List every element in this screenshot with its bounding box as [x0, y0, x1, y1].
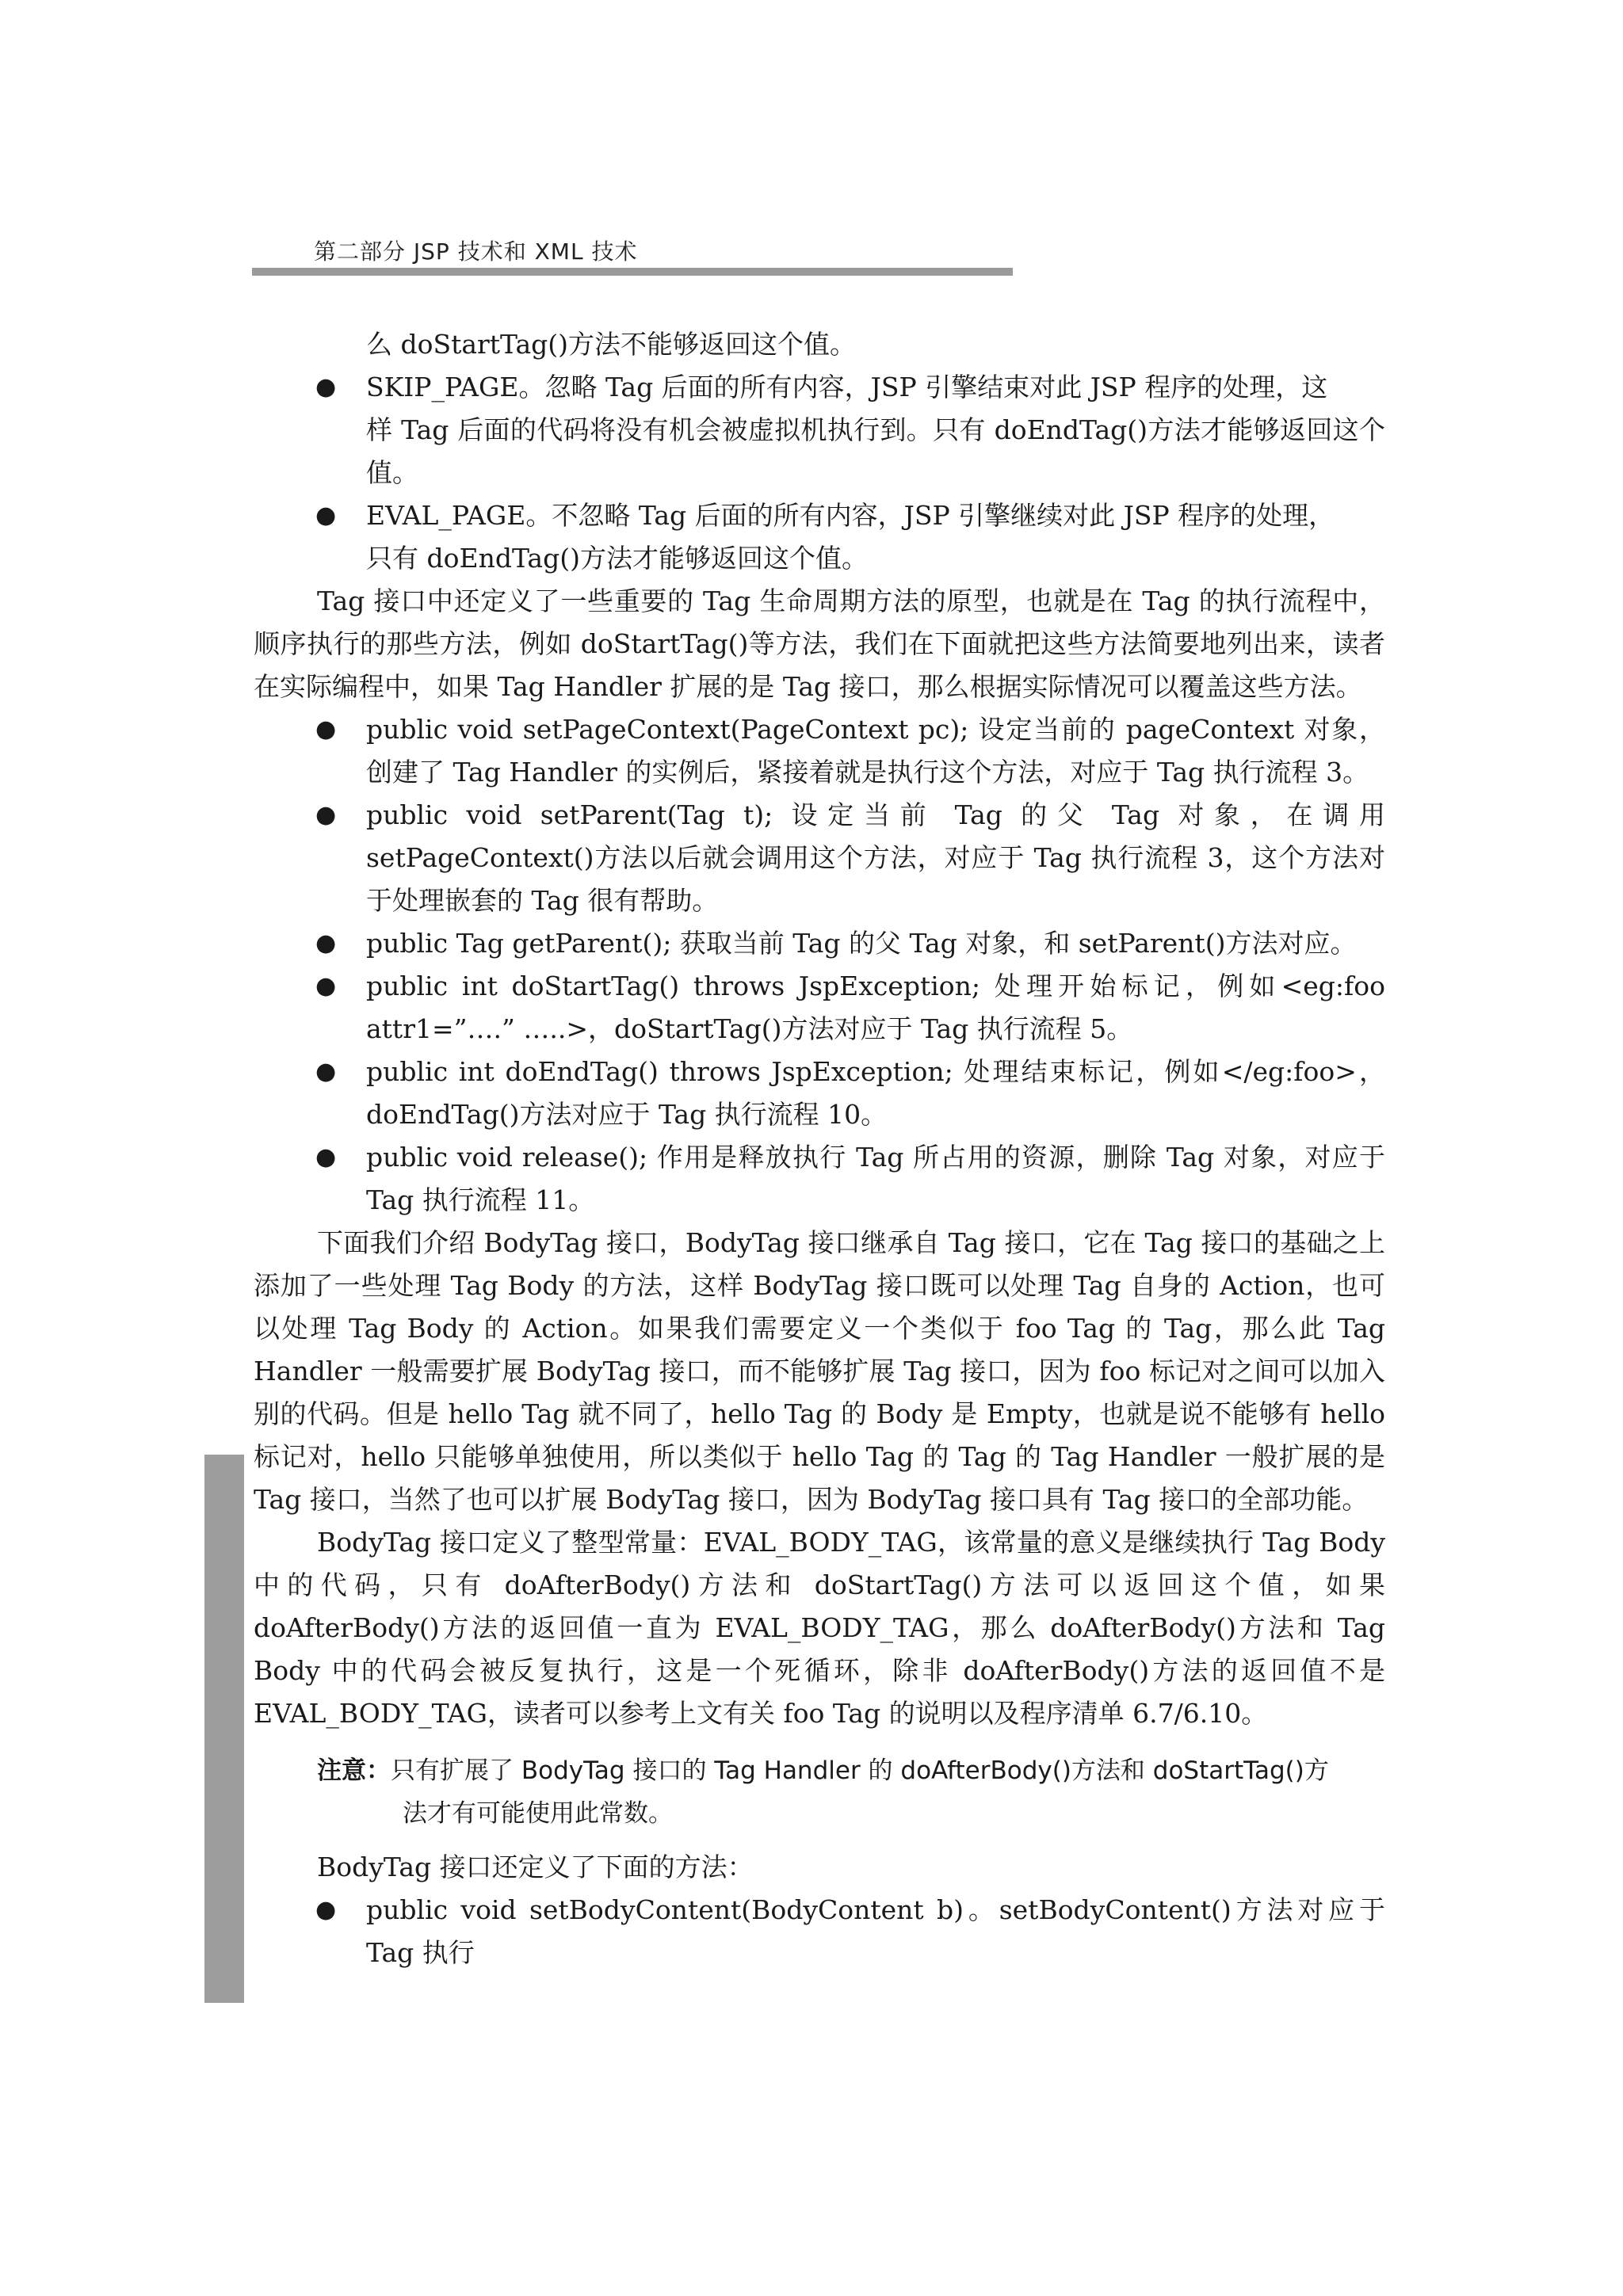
paragraph-methods: BodyTag 接口还定义了下面的方法：	[317, 1852, 754, 1882]
list-item-text: public int doStartTag() throws JspException; 处理开始标记，例如<eg:foo attr1=”….” …..>，doStartTag()方法对应于 Tag 执行流程 5。	[366, 971, 1385, 1044]
list-item-text: public void release(); 作用是释放执行 Tag 所占用的资源，删除 Tag 对象，对应于 Tag 执行流程 11。	[366, 1142, 1385, 1215]
bullet-icon: ●	[315, 715, 337, 743]
continued-line: 么 doStartTag()方法不能够返回这个值。	[366, 329, 857, 360]
bullet-icon: ●	[315, 801, 337, 829]
paragraph-eval-body-tag: BodyTag 接口定义了整型常量：EVAL_BODY_TAG，该常量的意义是继续执行 Tag Body 中的代码，只有 doAfterBody()方法和 doStartTag()方法可以返回这个值，如果 doAfterBody()方法的返回值一直为 EVAL_BODY_TAG，那么 doAfterBody()方法和 Tag Body 中的代码会被反复执行，这是一个死循环，除非 doAfterBody()方法的返回值不是 EVAL_BODY_TAG，读者可以参考上文有关 foo Tag 的说明以及程序清单 6.7/6.10。	[254, 1527, 1385, 1729]
list-item-text: public Tag getParent(); 获取当前 Tag 的父 Tag 对象，和 setParent()方法对应。	[366, 928, 1357, 959]
paragraph-tag-interface: Tag 接口中还定义了一些重要的 Tag 生命周期方法的原型，也就是在 Tag 的执行流程中，顺序执行的那些方法，例如 doStartTag()等方法，我们在下面就把这些方法简要地列出来，读者在实际编程中，如果 Tag Handler 扩展的是 Tag 接口，那么根据实际情况可以覆盖这些方法。	[254, 585, 1385, 702]
list-item-text: SKIP_PAGE。忽略 Tag 后面的所有内容，JSP 引擎结束对此 JSP 程序的处理，这	[366, 372, 1328, 402]
side-margin-bar	[204, 1455, 244, 2003]
list-item-text-cont: 只有 doEndTag()方法才能够返回这个值。	[366, 543, 868, 574]
note-box	[254, 1749, 1385, 1835]
list-item-text: public void setBodyContent(BodyContent b)。setBodyContent()方法对应于 Tag 执行	[366, 1894, 1385, 1968]
bullet-icon: ●	[315, 1058, 337, 1085]
list-item	[254, 965, 1385, 1051]
list-item	[254, 794, 1385, 922]
bullet-icon: ●	[315, 1896, 337, 1924]
paragraph-bodytag: 下面我们介绍 BodyTag 接口，BodyTag 接口继承自 Tag 接口，它在 Tag 接口的基础之上添加了一些处理 Tag Body 的方法，这样 BodyTag 接口既可以处理 Tag 自身的 Action，也可以处理 Tag Body 的 Action。如果我们需要定义一个类似于 foo Tag 的 Tag，那么此 Tag Handler 一般需要扩展 BodyTag 接口，而不能够扩展 Tag 接口，因为 foo 标记对之间可以加入别的代码。但是 hello Tag 就不同了，hello Tag 的 Body 是 Empty，也就是说不能够有 hello 标记对，hello 只能够单独使用，所以类似于 hello Tag 的 Tag 的 Tag Handler 一般扩展的是 Tag 接口，当然了也可以扩展 BodyTag 接口，因为 BodyTag 接口具有 Tag 接口的全部功能。	[254, 1227, 1385, 1515]
list-item-text: public void setParent(Tag t); 设定当前 Tag 的父 Tag 对象，在调用 setPageContext()方法以后就会调用这个方法，对应于 Tag 执行流程 3，这个方法对于处理嵌套的 Tag 很有帮助。	[366, 799, 1385, 916]
list-item	[254, 1136, 1385, 1222]
list-item	[254, 922, 1385, 965]
list-item	[254, 708, 1385, 794]
list-item	[254, 494, 1385, 580]
list-item-text-cont: 样 Tag 后面的代码将没有机会被虚拟机执行到。只有 doEndTag()方法才能够返回这个值。	[366, 414, 1385, 488]
note-label: 注意：	[317, 1756, 391, 1785]
list-item	[254, 1051, 1385, 1136]
running-header: 第二部分 JSP 技术和 XML 技术	[314, 238, 638, 265]
list-item	[254, 366, 1385, 494]
note-text: 只有扩展了 BodyTag 接口的 Tag Handler 的 doAfterBody()方法和 doStartTag()方	[391, 1756, 1329, 1785]
bullet-icon: ●	[315, 1143, 337, 1171]
list-item-text: public int doEndTag() throws JspException; 处理结束标记，例如</eg:foo>，doEndTag()方法对应于 Tag 执行流程 10。	[366, 1056, 1385, 1130]
bullet-icon: ●	[315, 373, 337, 401]
note-text-cont: 法才有可能使用此常数。	[403, 1799, 673, 1828]
list-item	[254, 1889, 1385, 1974]
bullet-icon: ●	[315, 502, 337, 529]
bullet-icon: ●	[315, 972, 337, 1000]
list-item-text: EVAL_PAGE。不忽略 Tag 后面的所有内容，JSP 引擎继续对此 JSP 程序的处理，	[366, 500, 1335, 531]
bullet-icon: ●	[315, 929, 337, 957]
list-item-text: public void setPageContext(PageContext pc); 设定当前的 pageContext 对象，创建了 Tag Handler 的实例后，紧接着就是执行这个方法，对应于 Tag 执行流程 3。	[366, 714, 1385, 788]
page-body	[254, 323, 1385, 1974]
header-rule	[252, 268, 1013, 276]
